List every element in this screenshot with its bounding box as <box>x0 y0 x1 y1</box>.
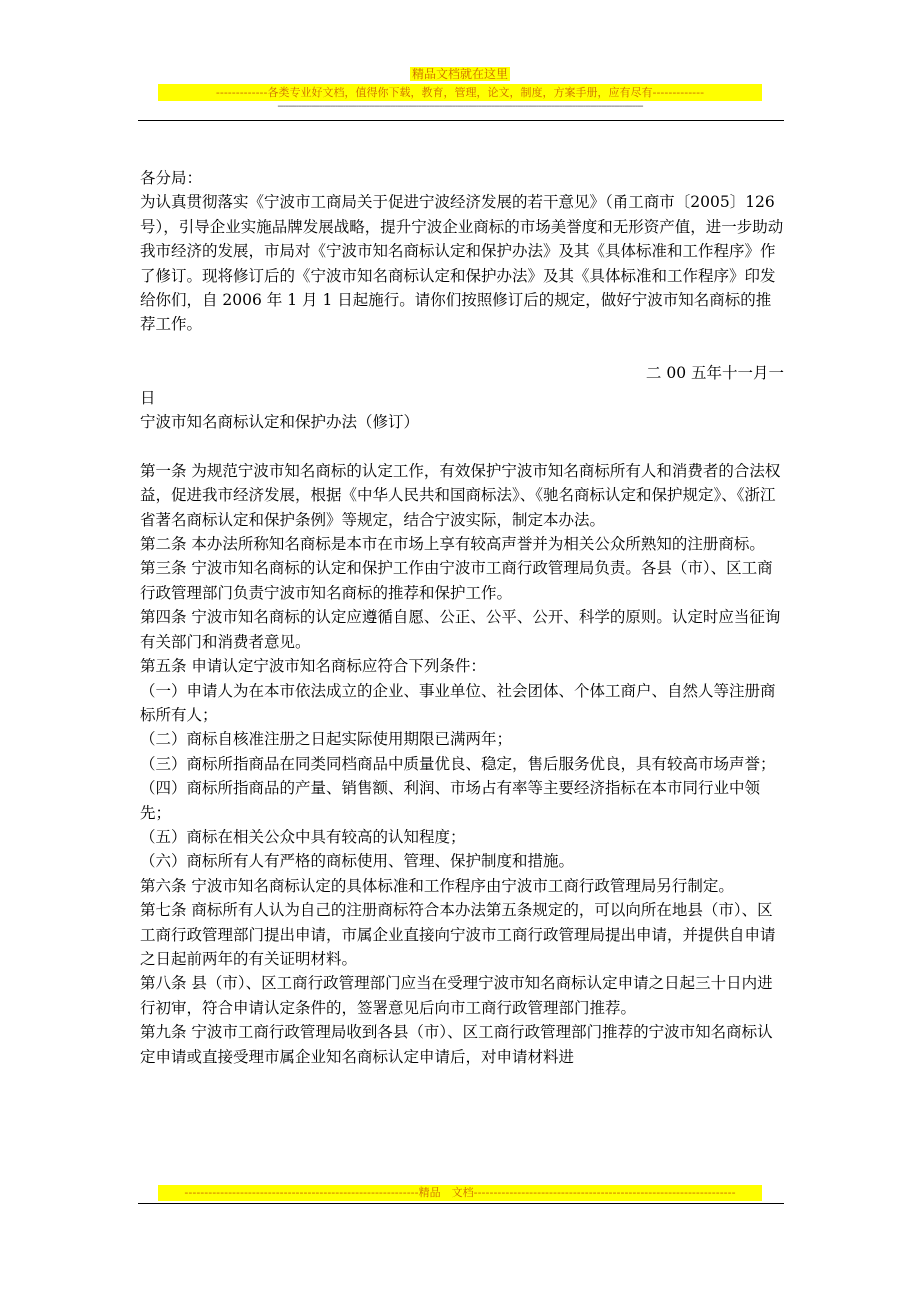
blank-line <box>140 337 784 361</box>
salutation: 各分局： <box>140 169 203 187</box>
article-9: 第九条 宁波市工商行政管理局收到各县（市）、区工商行政管理部门推荐的宁波市知名商标认定申请或直接受理市属企业知名商标认定申请后，对申请材料进 <box>140 1023 773 1066</box>
footer-rule <box>138 1203 784 1204</box>
header-rule <box>138 120 784 121</box>
condition-3: （三）商标所指商品在同类同档商品中质量优良、稳定，售后服务优良，具有较高市场声誉； <box>140 754 776 773</box>
blank-line <box>140 434 784 458</box>
article-6: 第六条 宁波市知名商标认定的具体标准和工作程序由宁波市工商行政管理局另行制定。 <box>140 876 734 895</box>
date-line: 二 00 五年十一月一 <box>645 364 784 383</box>
condition-5: （五）商标在相关公众中具有较高的认知程度； <box>140 827 466 846</box>
intro-paragraph: 为认真贯彻落实《宁波市工商局关于促进宁波经济发展的若干意见》（甬工商市〔2005〕126 号），引导企业实施品牌发展战略，提升宁波企业商标的市场美誉度和无形资产值，进一步助动我市经济的发展，市局对《宁波市知名商标认定和保护办法》及其《具体标准和工作程序》作了修订。现将修订后的《宁波市知名商标认定和保护办法》及其《具体标准和工作程序》印发给你们，自 2006 年 1 月 1 日起施行。请你们按照修订后的规定，做好宁波市知名商标的推荐工作。 <box>140 193 784 334</box>
condition-2: （二）商标自核准注册之日起实际使用期限已满两年； <box>140 730 513 749</box>
header-dash-line: -------------------------------------------------------------------------------------------------------------------------------------------- <box>277 101 643 112</box>
article-5: 第五条 申请认定宁波市知名商标应符合下列条件： <box>140 657 486 676</box>
document-title: 宁波市知名商标认定和保护办法（修订） <box>140 413 420 432</box>
footer-banner: -----------------------------------------------------------精品 文档------------------------------------------------------------------ <box>158 1185 762 1201</box>
article-7: 第七条 商标所有人认为自己的注册商标符合本办法第五条规定的，可以向所在地县（市）、区工商行政管理部门提出申请，市属企业直接向宁波市工商行政管理局提出申请，并提供自申请之日起前两年的有关证明材料。 <box>140 901 776 968</box>
condition-6: （六）商标所有人有严格的商标使用、管理、保护制度和措施。 <box>140 852 575 871</box>
header-title: 精品文档就在这里 <box>411 67 508 81</box>
article-1: 第一条 为规范宁波市知名商标的认定工作，有效保护宁波市知名商标所有人和消费者的合法权益，促进我市经济发展，根据《中华人民共和国商标法》、《驰名商标认定和保护规定》、《浙江省著名商标认定和保护条例》等规定，结合宁波实际，制定本办法。 <box>140 461 781 529</box>
article-3: 第三条 宁波市知名商标的认定和保护工作由宁波市工商行政管理局负责。各县（市）、区工商行政管理部门负责宁波市知名商标的推荐和保护工作。 <box>140 559 773 602</box>
document-body <box>140 166 784 1069</box>
condition-1: （一）申请人为在本市依法成立的企业、事业单位、社会团体、个体工商户、自然人等注册商标所有人； <box>140 681 776 724</box>
condition-4: （四）商标所指商品的产量、销售额、利润、市场占有率等主要经济指标在本市同行业中领先； <box>140 779 761 822</box>
article-8: 第八条 县（市）、区工商行政管理部门应当在受理宁波市知名商标认定申请之日起三十日内进行初审，符合申请认定条件的，签署意见后向市工商行政管理部门推荐。 <box>140 974 773 1017</box>
article-2: 第二条 本办法所称知名商标是本市在市场上享有较高声誉并为相关公众所熟知的注册商标。 <box>140 535 765 554</box>
date-line-continued: 日 <box>140 388 156 407</box>
header-subtitle: -------------各类专业好文档，值得你下载，教育，管理，论文，制度，方案手册，应有尽有------------- <box>158 84 762 101</box>
article-4: 第四条 宁波市知名商标的认定应遵循自愿、公正、公平、公开、科学的原则。认定时应当征询有关部门和消费者意见。 <box>140 608 781 651</box>
